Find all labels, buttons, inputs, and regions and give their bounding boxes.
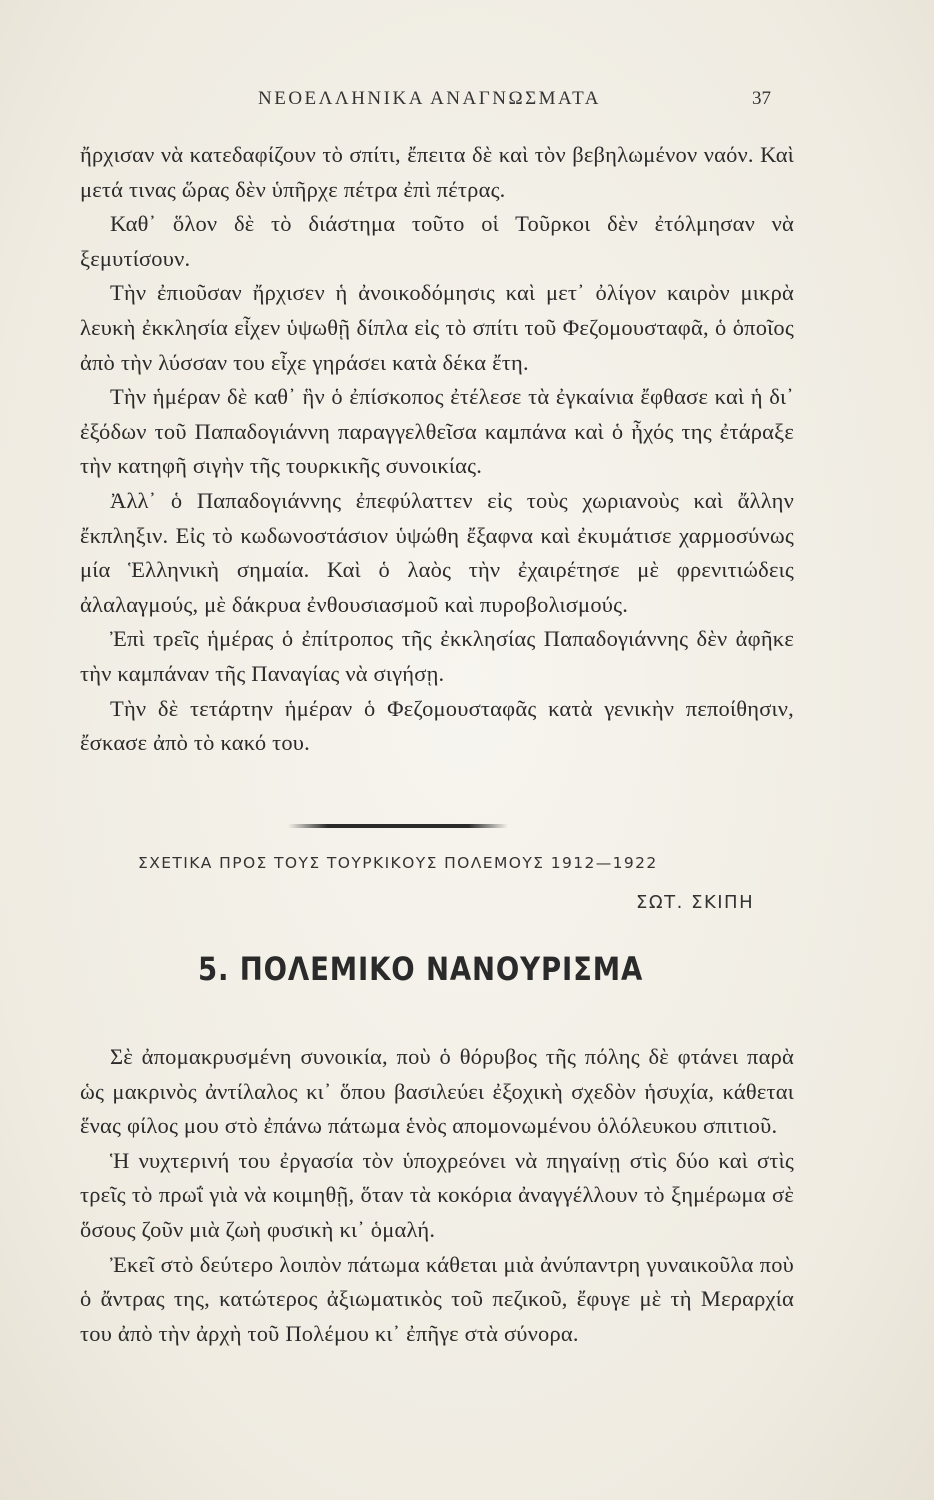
paragraph: Σὲ ἀπομακρυσμένη συνοικία, ποὺ ὁ θόρυβος τῆς πόλης δὲ φτάνει παρὰ ὡς μακρινὸς ἀντίλαλος κι᾽ ὅπου βασιλεύει ἐξοχικὴ σχεδὸν ἡσυχία, κάθεται ἕνας φίλος μου στὸ ἐπάνω πάτωμα ἑνὸς απομονωμένου ὁλόλευκου σπιτιοῦ.	[80, 1044, 794, 1139]
section-divider-rule	[288, 824, 508, 828]
story-opening-text	[80, 1040, 794, 1351]
paragraph: Ἡ νυχτερινή του ἐργασία τὸν ὑποχρεόνει νὰ πηγαίνῃ στὶς δύο καὶ στὶς τρεῖς τὸ πρωΐ γιὰ νὰ κοιμηθῇ, ὅταν τὰ κοκόρια ἀναγγέλλουν τὸ ξημέρωμα σὲ ὅσους ζοῦν μιὰ ζωὴ φυσικὴ κι᾽ ὁμαλή.	[80, 1147, 794, 1242]
running-head	[0, 88, 934, 118]
paragraph: ἤρχισαν νὰ κατεδαφίζουν τὸ σπίτι, ἔπειτα δὲ καὶ τὸν βεβηλωμένον ναόν. Καὶ μετά τινας ὥρας δὲν ὑπῆρχε πέτρα ἐπὶ πέτρας.	[80, 142, 794, 202]
paragraph: Τὴν δὲ τετάρτην ἡμέραν ὁ Φεζομουσταφᾶς κατὰ γενικὴν πεποίθησιν, ἔσκασε ἀπὸ τὸ κακό του.	[80, 695, 794, 756]
paragraph: Ἐπὶ τρεῖς ἡμέρας ὁ ἐπίτροπος τῆς ἐκκλησίας Παπαδογιάννης δὲν ἀφῆκε τὴν καμπάναν τῆς Παναγίας νὰ σιγήσῃ.	[80, 626, 794, 686]
section-note: ΣΧΕΤΙΚΑ ΠΡΟΣ ΤΟΥΣ ΤΟΥΡΚΙΚΟΥΣ ΠΟΛΕΜΟΥΣ 1912—1922	[138, 854, 658, 872]
paragraph: Τὴν ἡμέραν δὲ καθ᾽ ἣν ὁ ἐπίσκοπος ἐτέλεσε τὰ ἐγκαίνια ἔφθασε καὶ ἡ δι᾽ ἐξόδων τοῦ Παπαδογιάννη παραγγελθεῖσα καμπάνα καὶ ὁ ἦχός της ἐτάραξε τὴν κατηφῆ σιγὴν τῆς τουρκικῆς συνοικίας.	[80, 384, 794, 479]
chapter-heading: 5. ΠΟΛΕΜΙΚΟ ΝΑΝΟΥΡΙΣΜΑ	[198, 950, 644, 988]
paragraph: Ἐκεῖ στὸ δεύτερο λοιπὸν πάτωμα κάθεται μιὰ ἀνύπαντρη γυναικοῦλα ποὺ ὁ ἄντρας της, κατώτερος ἀξιωματικὸς τοῦ πεζικοῦ, ἔφυγε μὲ τὴ Μεραρχία του ἀπὸ τὴν ἀρχὴ τοῦ Πολέμου κι᾽ ἐπῆγε στὰ σύνορα.	[80, 1251, 794, 1346]
page-number: 37	[752, 88, 771, 109]
author-name: ΣΩΤ. ΣΚΙΠΗ	[636, 892, 755, 913]
paragraph: Καθ᾽ ὅλον δὲ τὸ διάστημα τοῦτο οἱ Τοῦρκοι δὲν ἐτόλμησαν νὰ ξεμυτίσουν.	[80, 211, 794, 271]
running-title: ΝΕΟΕΛΛΗΝΙΚΑ ΑΝΑΓΝΩΣΜΑΤΑ	[258, 88, 601, 109]
paragraph: Τὴν ἐπιοῦσαν ἤρχισεν ἡ ἀνοικοδόμησις καὶ μετ᾽ ὀλίγον καιρὸν μικρὰ λευκὴ ἐκκλησία εἶχεν ὑψωθῇ δίπλα εἰς τὸ σπίτι τοῦ Φεζομουσταφᾶ, ὁ ὁποῖος ἀπὸ τὴν λύσσαν του εἶχε γηράσει κατὰ δέκα ἔτη.	[80, 280, 794, 375]
paragraph: Ἀλλ᾽ ὁ Παπαδογιάννης ἐπεφύλαττεν εἰς τοὺς χωριανοὺς καὶ ἄλλην ἔκπληξιν. Εἰς τὸ κωδωνοστάσιον ὑψώθη ἔξαφνα καὶ ἐκυμάτισε χαρμοσύνως μία Ἑλληνικὴ σημαία. Καὶ ὁ λαὸς τὴν ἐχαιρέτησε μὲ φρενιτιώδεις ἀλαλαγμούς, μὲ δάκρυα ἐνθουσιασμοῦ καὶ πυροβολισμούς.	[80, 487, 794, 617]
story-ending-text	[80, 138, 794, 761]
